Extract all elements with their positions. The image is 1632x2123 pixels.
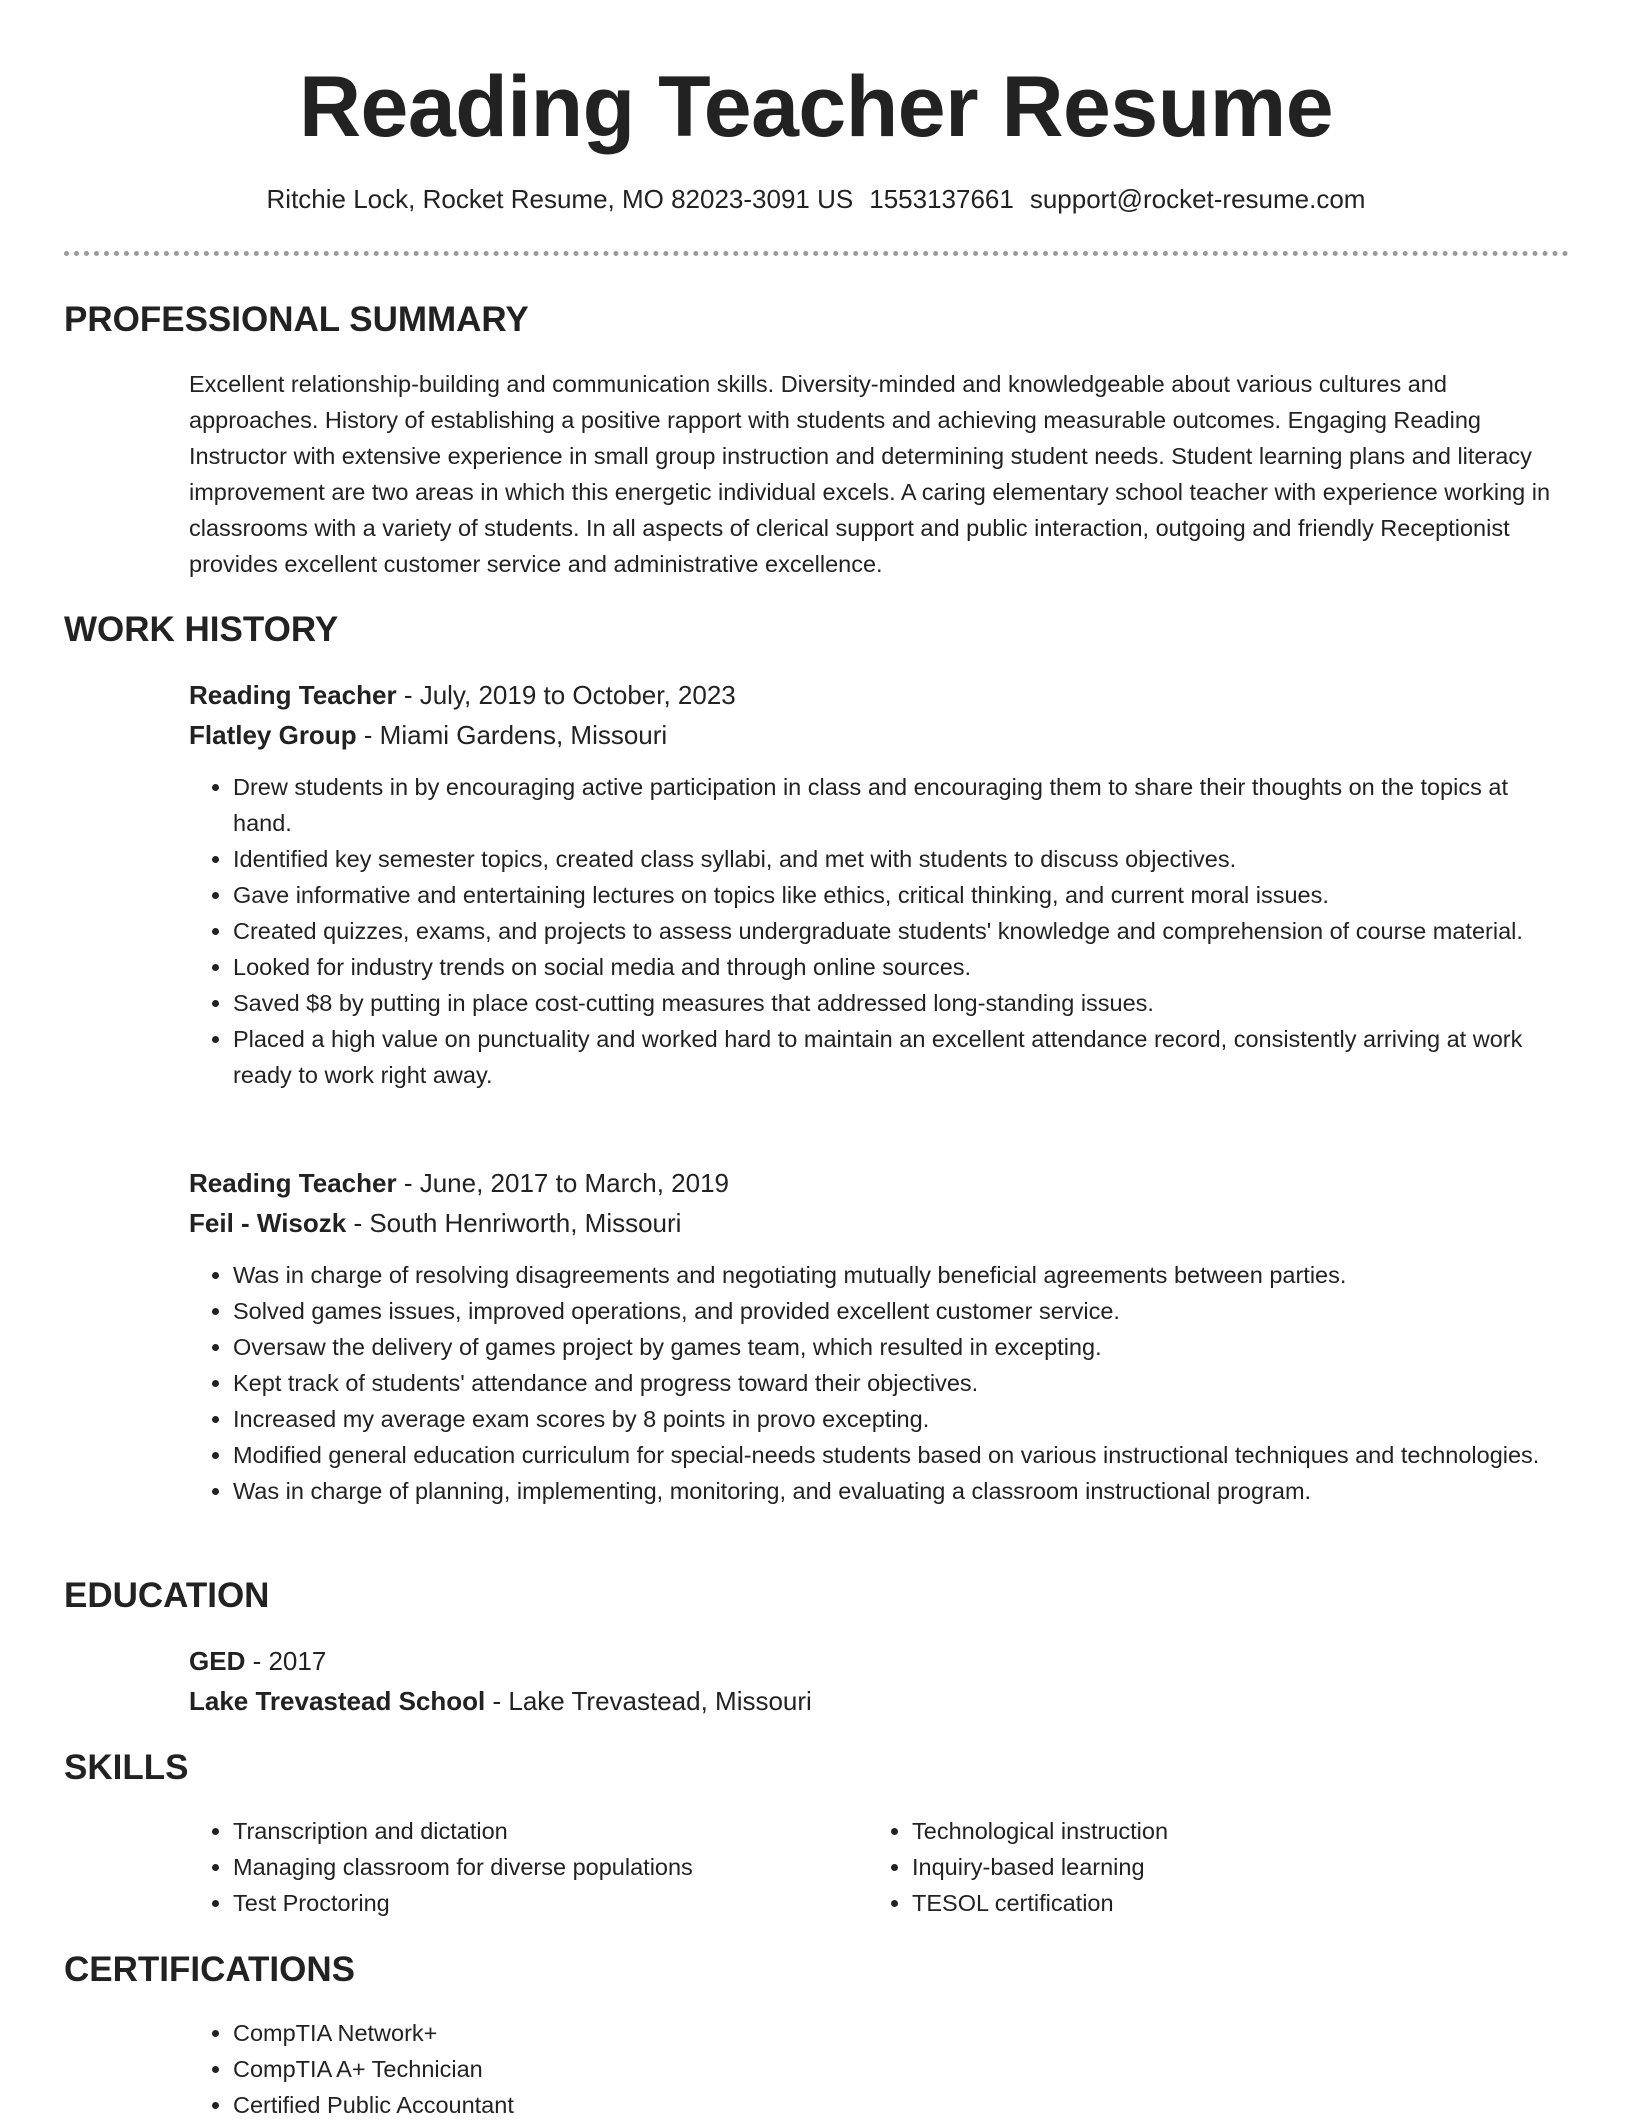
- summary-heading: PROFESSIONAL SUMMARY: [64, 300, 529, 339]
- job-1-location: - Miami Gardens, Missouri: [356, 720, 668, 750]
- job-1-bullet: • Placed a high value on punctuality and worked hard to maintain an excellent attendance record, consistently arriving at work ready to work right away.: [233, 1021, 1569, 1093]
- education-heading: EDUCATION: [64, 1576, 270, 1615]
- header-divider: [64, 251, 1569, 256]
- certifications-heading: CERTIFICATIONS: [64, 1950, 356, 1989]
- job-1-bullet: • Drew students in by encouraging active participation in class and encouraging them to share their thoughts on the topics at hand.: [233, 769, 1569, 841]
- job-2-company: Feil - Wisozk: [189, 1208, 347, 1238]
- education-degree-line: [189, 1641, 326, 1681]
- skill-item: • Test Proctoring: [233, 1885, 829, 1921]
- job-2-bullet: • Kept track of students' attendance and progress toward their objectives.: [233, 1365, 1569, 1401]
- skill-item: • Inquiry-based learning: [912, 1849, 1508, 1885]
- certifications-list: [189, 2015, 1569, 2123]
- certification-item: • Certified Public Accountant: [233, 2087, 1569, 2123]
- job-1-company-line: [189, 715, 667, 755]
- contact-phone: 1553137661: [869, 184, 1014, 214]
- certification-item: • CompTIA A+ Technician: [233, 2051, 1569, 2087]
- skills-heading: SKILLS: [64, 1748, 189, 1787]
- job-2-bullet: • Increased my average exam scores by 8 points in provo excepting.: [233, 1401, 1569, 1437]
- job-1-dates: - July, 2019 to October, 2023: [396, 680, 736, 710]
- job-2-bullets: [189, 1257, 1569, 1509]
- work-history-heading: WORK HISTORY: [64, 610, 339, 649]
- job-1-bullet: • Identified key semester topics, created class syllabi, and met with students to discuss objectives.: [233, 841, 1569, 877]
- job-1-bullet: • Saved $8 by putting in place cost-cutting measures that addressed long-standing issues.: [233, 985, 1569, 1021]
- job-2-bullet: • Modified general education curriculum for special-needs students based on various instructional techniques and technologies.: [233, 1437, 1569, 1473]
- job-1-title: Reading Teacher: [189, 680, 397, 710]
- skills-list-left: [189, 1813, 829, 1921]
- education-year: - 2017: [245, 1646, 327, 1676]
- job-2-title-line: [189, 1163, 729, 1203]
- skill-item: • Technological instruction: [912, 1813, 1508, 1849]
- skill-item: • Transcription and dictation: [233, 1813, 829, 1849]
- contact-line: [0, 182, 1632, 216]
- job-2-dates: - June, 2017 to March, 2019: [396, 1168, 730, 1198]
- job-1-title-line: [189, 675, 736, 715]
- job-1-bullets: [189, 769, 1569, 1093]
- job-1-bullet: • Looked for industry trends on social media and through online sources.: [233, 949, 1569, 985]
- job-2-bullet: • Was in charge of resolving disagreements and negotiating mutually beneficial agreements between parties.: [233, 1257, 1569, 1293]
- job-2-location: - South Henriworth, Missouri: [346, 1208, 682, 1238]
- education-location: - Lake Trevastead, Missouri: [485, 1686, 812, 1716]
- contact-address: Ritchie Lock, Rocket Resume, MO 82023-3091 US: [266, 184, 854, 214]
- skill-item: • TESOL certification: [912, 1885, 1508, 1921]
- education-degree: GED: [189, 1646, 246, 1676]
- job-1-bullet: • Gave informative and entertaining lectures on topics like ethics, critical thinking, and current moral issues.: [233, 877, 1569, 913]
- job-2-bullet: • Oversaw the delivery of games project by games team, which resulted in excepting.: [233, 1329, 1569, 1365]
- skills-list-right: [868, 1813, 1508, 1921]
- job-2-bullet: • Was in charge of planning, implementing, monitoring, and evaluating a classroom instructional program.: [233, 1473, 1569, 1509]
- education-school-line: [189, 1681, 812, 1721]
- resume-title: Reading Teacher Resume: [298, 59, 1334, 155]
- job-2-bullet: • Solved games issues, improved operations, and provided excellent customer service.: [233, 1293, 1569, 1329]
- summary-text: Excellent relationship-building and communication skills. Diversity-minded and knowledgeable about various cultures and approaches. History of establishing a positive rapport with students and achieving measurable outcomes. Engaging Reading Instructor with extensive experience in small group instruction and determining student needs. Student learning plans and literacy improvement are two areas in which this energetic individual excels. A caring elementary school teacher with experience working in classrooms with a variety of students. In all aspects of clerical support and public interaction, outgoing and friendly Receptionist provides excellent customer service and administrative excellence.: [189, 371, 1551, 577]
- contact-email: support@rocket-resume.com: [1029, 184, 1366, 214]
- job-2-company-line: [189, 1203, 681, 1243]
- education-school: Lake Trevastead School: [189, 1686, 486, 1716]
- job-1-company: Flatley Group: [189, 720, 357, 750]
- job-1-bullet: • Created quizzes, exams, and projects to assess undergraduate students' knowledge and comprehension of course material.: [233, 913, 1569, 949]
- skill-item: • Managing classroom for diverse populations: [233, 1849, 829, 1885]
- certification-item: • CompTIA Network+: [233, 2015, 1569, 2051]
- job-2-title: Reading Teacher: [189, 1168, 397, 1198]
